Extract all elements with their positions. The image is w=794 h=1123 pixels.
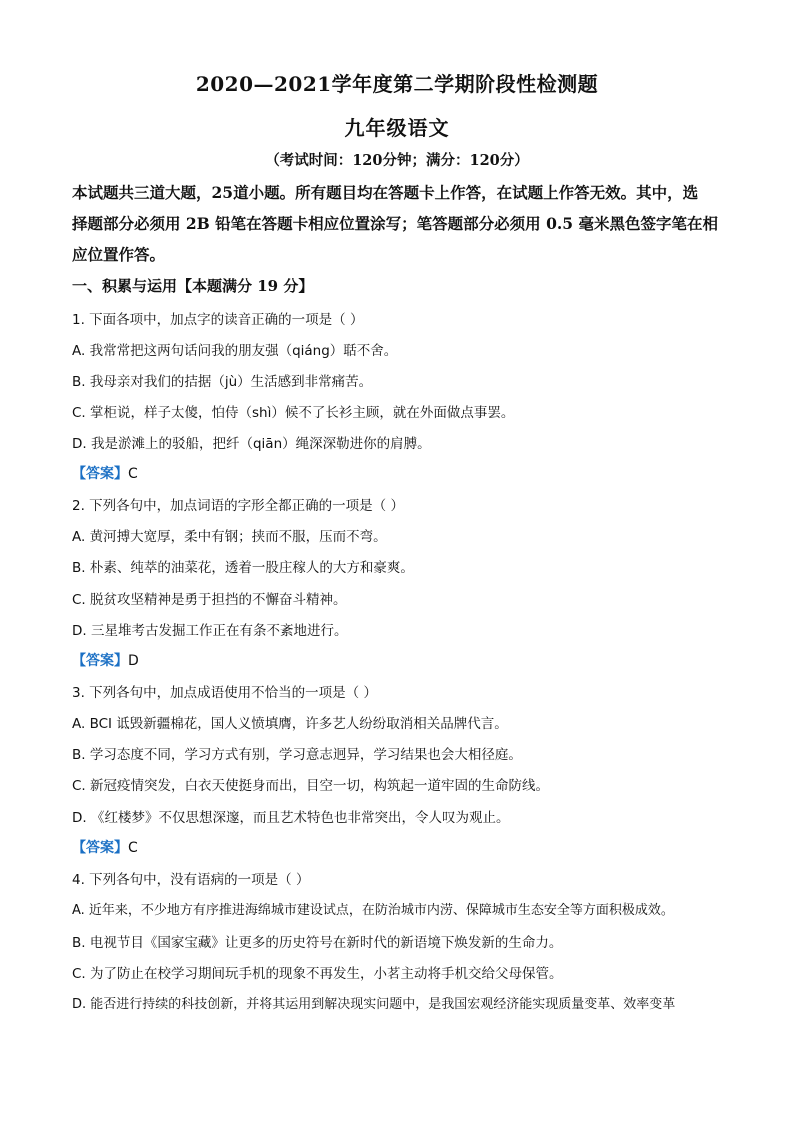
- question-option: B. 我母亲对我们的拮据（jù）生活感到非常痛苦。: [72, 374, 373, 390]
- instructions-line-1: 本试题共三道大题，25道小题。所有题目均在答题卡上作答，在试题上作答无效。其中，选: [72, 183, 699, 202]
- answer-line: [72, 837, 138, 857]
- answer-line: [72, 463, 138, 483]
- exam-subject: 九年级语文: [344, 116, 450, 140]
- answer-line: [72, 650, 139, 670]
- section-heading: 一、积累与运用【本题满分 19 分】: [72, 277, 314, 295]
- question-option: D. 我是淤滩上的驳船，把纤（qiān）绳深深勒进你的肩膊。: [72, 436, 431, 452]
- question-option: B. 朴素、纯萃的油菜花，透着一股庄稼人的大方和豪爽。: [72, 560, 414, 576]
- answer-value: D: [128, 653, 139, 669]
- exam-title: 2020—2021学年度第二学期阶段性检测题: [195, 72, 599, 96]
- instructions-line-2: 择题部分必须用 2B 铅笔在答题卡相应位置涂写；笔答题部分必须用 0.5 毫米黑色签字笔在相: [72, 214, 718, 233]
- question-option: C. 掌柜说，样子太傻，怕侍（shì）候不了长衫主顾，就在外面做点事罢。: [72, 405, 515, 421]
- exam-info: （考试时间：120分钟；满分：120分）: [265, 152, 529, 169]
- question-option: C. 新冠疫情突发，白衣天使挺身而出，目空一切，构筑起一道牢固的生命防线。: [72, 778, 550, 794]
- answer-tag: 【答案】: [72, 840, 128, 856]
- answer-value: C: [128, 840, 138, 856]
- question-stem: 2. 下列各句中，加点词语的字形全都正确的一项是（ ）: [72, 498, 404, 514]
- question-stem: 4. 下列各句中，没有语病的一项是（ ）: [72, 872, 310, 888]
- question-option: D. 《红楼梦》不仅思想深邃，而且艺术特色也非常突出，令人叹为观止。: [72, 810, 510, 826]
- question-option: A. 近年来，不少地方有序推进海绵城市建设试点，在防治城市内涝、保障城市生态安全等方面积极成效。: [72, 903, 674, 918]
- question-option: C. 脱贫攻坚精神是勇于担挡的不懈奋斗精神。: [72, 592, 347, 608]
- question-option: D. 能否进行持续的科技创新，并将其运用到解决现实问题中，是我国宏观经济能实现质量变革、效率变革: [72, 997, 676, 1012]
- question-option: A. 我常常把这两句话问我的朋友强（qiáng）聒不舍。: [72, 343, 398, 359]
- question-option: C. 为了防止在校学习期间玩手机的现象不再发生，小茗主动将手机交给父母保管。: [72, 966, 563, 982]
- question-stem: 3. 下列各句中，加点成语使用不恰当的一项是（ ）: [72, 685, 377, 701]
- answer-value: C: [128, 466, 138, 482]
- answer-tag: 【答案】: [72, 653, 128, 669]
- question-option: A. 黄河搏大宽厚，柔中有钢；挟而不服，压而不弯。: [72, 529, 387, 545]
- question-option: A. BCI 诋毁新疆棉花，国人义愤填膺，许多艺人纷纷取消相关品牌代言。: [72, 716, 508, 732]
- question-stem: 1. 下面各项中，加点字的读音正确的一项是（ ）: [72, 312, 364, 328]
- question-option: B. 电视节目《国家宝藏》让更多的历史符号在新时代的新语境下焕发新的生命力。: [72, 935, 563, 951]
- question-option: B. 学习态度不同，学习方式有别，学习意志迥异，学习结果也会大相径庭。: [72, 747, 522, 763]
- answer-tag: 【答案】: [72, 466, 128, 482]
- instructions-line-3: 应位置作答。: [72, 245, 166, 264]
- question-option: D. 三星堆考古发掘工作正在有条不紊地进行。: [72, 623, 348, 639]
